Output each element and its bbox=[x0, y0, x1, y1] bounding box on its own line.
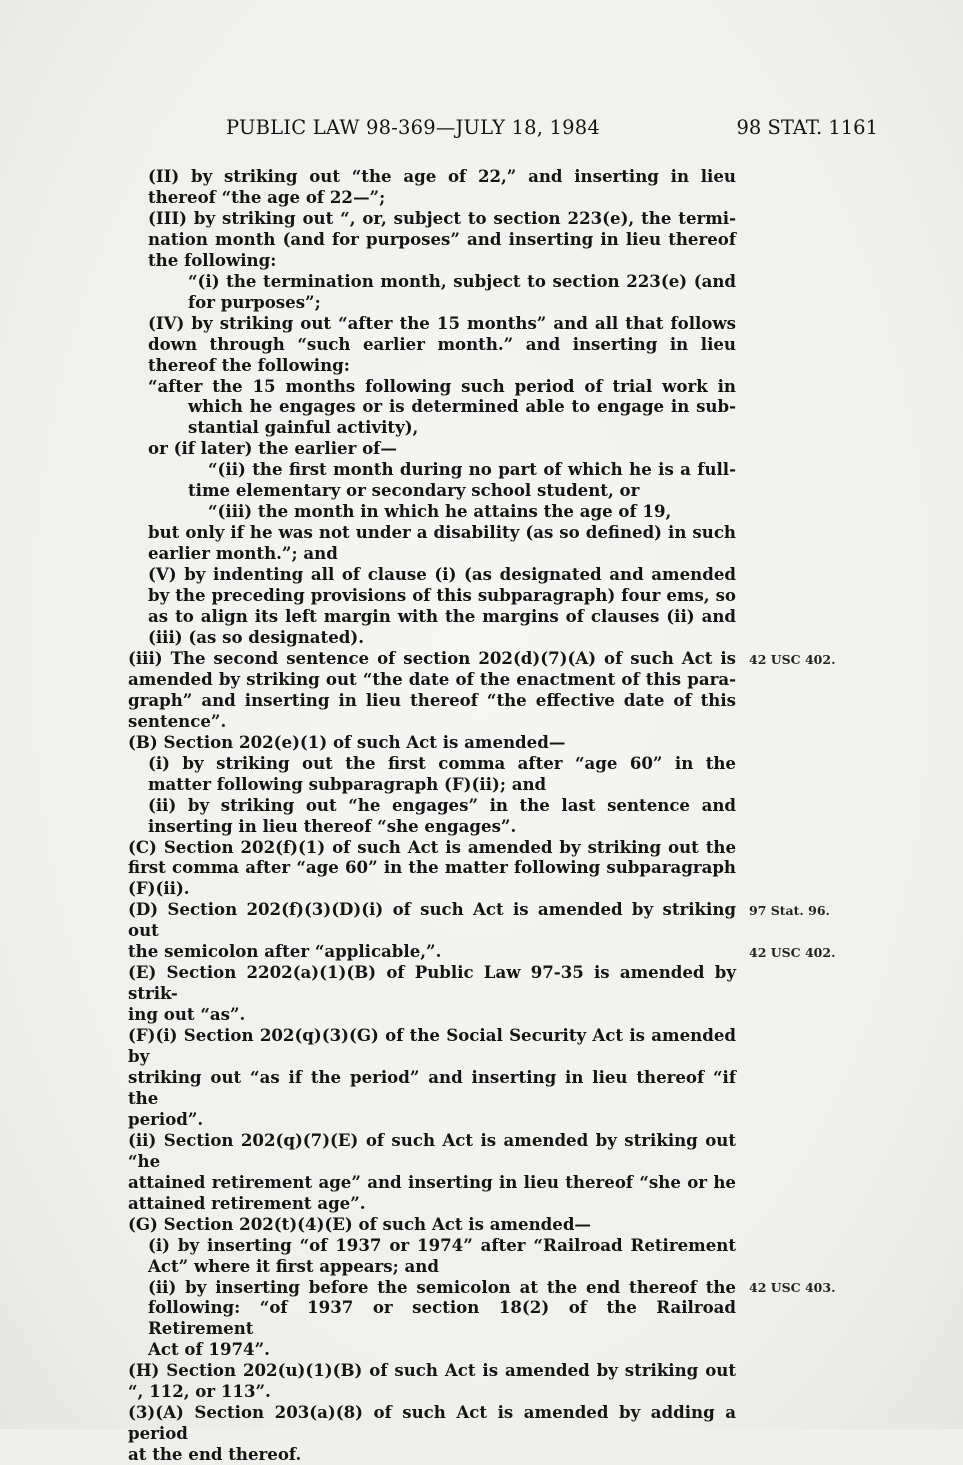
text-line: (D) Section 202(f)(3)(D)(i) of such Act is amended by striking out bbox=[128, 899, 736, 941]
text-line: (ii) by striking out “he engages” in the last sentence and bbox=[148, 794, 736, 815]
text-line: at the end thereof. bbox=[128, 1444, 302, 1465]
text-line: (C) Section 202(f)(1) of such Act is amended by striking out the bbox=[128, 836, 736, 857]
text-line: thereof “the age of 22—”; bbox=[148, 186, 386, 207]
text-line: but only if he was not under a disability (as so defined) in such bbox=[148, 522, 736, 543]
text-line: stantial gainful activity), bbox=[188, 417, 419, 438]
header-title: PUBLIC LAW 98-369—JULY 18, 1984 bbox=[226, 116, 600, 139]
text-line: (B) Section 202(e)(1) of such Act is amended— bbox=[128, 731, 566, 752]
body-text bbox=[128, 166, 736, 1465]
text-line: (G) Section 202(t)(4)(E) of such Act is amended— bbox=[128, 1213, 592, 1234]
text-line: or (if later) the earlier of— bbox=[148, 438, 397, 459]
text-line: Act of 1974”. bbox=[148, 1339, 270, 1360]
text-line: (V) by indenting all of clause (i) (as designated and amended bbox=[148, 564, 736, 585]
text-line: (i) by striking out the first comma after “age 60” in the bbox=[148, 752, 736, 773]
margin-citation: 42 USC 402. bbox=[749, 945, 836, 961]
text-line: earlier month.”; and bbox=[148, 543, 338, 564]
text-line: the semicolon after “applicable,”. bbox=[128, 941, 442, 962]
text-line: (IV) by striking out “after the 15 months” and all that follows bbox=[148, 312, 736, 333]
text-line: thereof the following: bbox=[148, 354, 350, 375]
text-line: which he engages or is determined able to engage in sub- bbox=[188, 396, 736, 417]
text-line: (3)(A) Section 203(a)(8) of such Act is amended by adding a period bbox=[128, 1402, 736, 1444]
text-line: amended by striking out “the date of the enactment of this para- bbox=[128, 668, 736, 689]
page-header bbox=[150, 116, 878, 146]
text-line: sentence”. bbox=[128, 710, 227, 731]
text-line: striking out “as if the period” and inserting in lieu thereof “if the bbox=[128, 1066, 736, 1108]
header-stat-page: 98 STAT. 1161 bbox=[736, 116, 878, 139]
text-line: (ii) by inserting before the semicolon at the end thereof the bbox=[148, 1276, 736, 1297]
text-line: (H) Section 202(u)(1)(B) of such Act is amended by striking out bbox=[128, 1360, 736, 1381]
text-line: graph” and inserting in lieu thereof “the effective date of this bbox=[128, 689, 736, 710]
text-line: following: “of 1937 or section 18(2) of the Railroad Retirement bbox=[148, 1297, 736, 1339]
text-line: attained retirement age”. bbox=[128, 1192, 366, 1213]
text-line: nation month (and for purposes” and inserting in lieu thereof bbox=[148, 228, 736, 249]
text-line: (F)(i) Section 202(q)(3)(G) of the Social Security Act is amended by bbox=[128, 1025, 736, 1067]
margin-citation: 42 USC 403. bbox=[749, 1280, 836, 1296]
text-line: period”. bbox=[128, 1108, 204, 1129]
text-line: (E) Section 2202(a)(1)(B) of Public Law 97-35 is amended by strik- bbox=[128, 962, 736, 1004]
text-line: attained retirement age” and inserting in lieu thereof “she or he bbox=[128, 1171, 736, 1192]
text-line: by the preceding provisions of this subparagraph) four ems, so bbox=[148, 585, 736, 606]
margin-citation: 97 Stat. 96. bbox=[749, 903, 830, 919]
margin-citation: 42 USC 402. bbox=[749, 651, 836, 667]
text-line: (III) by striking out “, or, subject to section 223(e), the termi- bbox=[148, 207, 736, 228]
text-line: (i) by inserting “of 1937 or 1974” after “Railroad Retirement bbox=[148, 1234, 736, 1255]
text-line: (II) by striking out “the age of 22,” and inserting in lieu bbox=[148, 166, 736, 186]
text-line: (F)(ii). bbox=[128, 878, 190, 899]
text-line: “after the 15 months following such period of trial work in bbox=[148, 375, 736, 396]
text-line: down through “such earlier month.” and inserting in lieu bbox=[148, 333, 736, 354]
text-line: (iii) (as so designated). bbox=[148, 626, 364, 647]
text-line: as to align its left margin with the margins of clauses (ii) and bbox=[148, 606, 736, 627]
text-line: matter following subparagraph (F)(ii); and bbox=[148, 773, 547, 794]
text-line: Act” where it first appears; and bbox=[148, 1255, 439, 1276]
text-line: for purposes”; bbox=[188, 291, 321, 312]
text-line: (ii) Section 202(q)(7)(E) of such Act is amended by striking out “he bbox=[128, 1129, 736, 1171]
text-line: “(iii) the month in which he attains the age of 19, bbox=[208, 501, 672, 522]
text-line: “(ii) the first month during no part of which he is a full- bbox=[208, 459, 736, 480]
text-line: time elementary or secondary school student, or bbox=[188, 480, 640, 501]
text-line: the following: bbox=[148, 249, 277, 270]
text-line: “, 112, or 113”. bbox=[128, 1381, 271, 1402]
text-line: “(i) the termination month, subject to section 223(e) (and bbox=[188, 270, 736, 291]
text-line: ing out “as”. bbox=[128, 1004, 246, 1025]
text-line: (iii) The second sentence of section 202(d)(7)(A) of such Act is bbox=[128, 647, 736, 668]
text-line: first comma after “age 60” in the matter following subparagraph bbox=[128, 857, 736, 878]
text-line: inserting in lieu thereof “she engages”. bbox=[148, 815, 517, 836]
